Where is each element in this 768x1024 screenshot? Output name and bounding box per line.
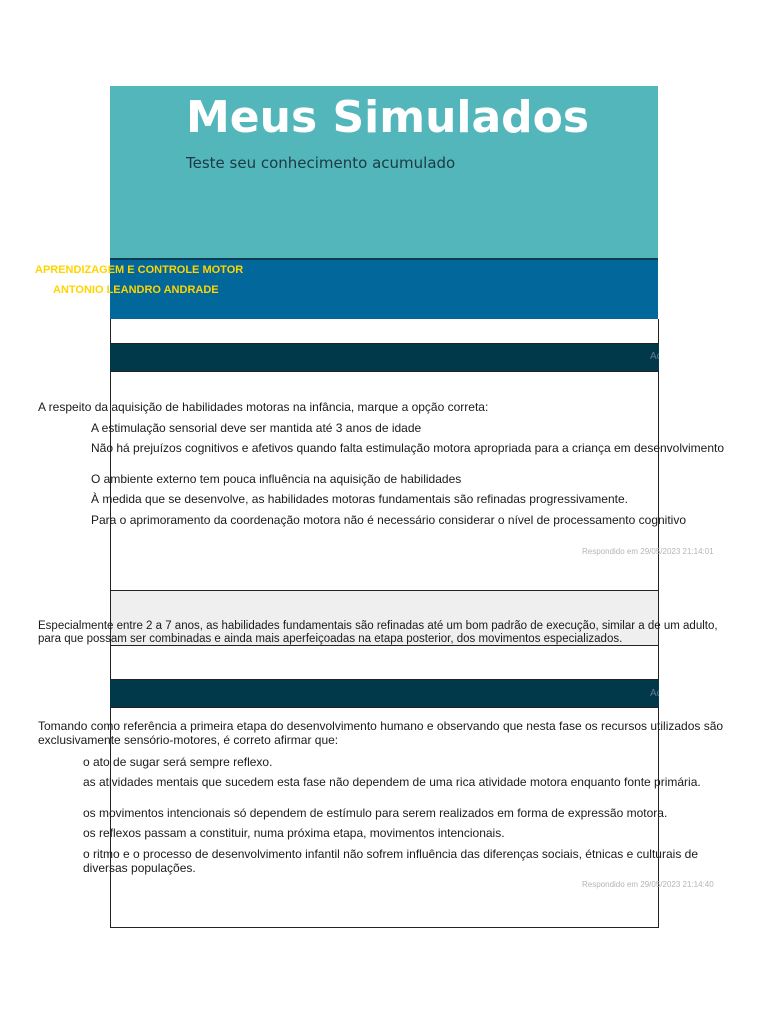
question-2-answered-time: Respondido em 29/05/2023 21:14:40 bbox=[582, 880, 714, 889]
question-2-header bbox=[110, 680, 659, 707]
question-2-option-d[interactable]: os reflexos passam a constituir, numa próxima etapa, movimentos intencionais. bbox=[83, 826, 505, 840]
question-2-prompt: Tomando como referência a primeira etapa do desenvolvimento humano e observando que nesta fase os recursos utilizados são exclusivamente sensório-motores, é correto afirmar que: bbox=[38, 719, 724, 747]
question-2-option-b[interactable]: as atividades mentais que sucedem esta fase não dependem de uma rica atividade motora enquanto fonte primária. bbox=[83, 775, 701, 789]
page-subtitle: Teste seu conhecimento acumulado bbox=[186, 154, 456, 172]
question-2-option-a[interactable]: o ato de sugar será sempre reflexo. bbox=[83, 755, 273, 769]
question-1-option-d[interactable]: À medida que se desenvolve, as habilidades motoras fundamentais são refinadas progressivamente. bbox=[91, 492, 628, 506]
question-1-explanation: Especialmente entre 2 a 7 anos, as habilidades fundamentais são refinadas até um bom padrão de execução, similar a de um adulto, para que possam ser combinadas e ainda mais aperfeiçoadas na etapa posterior, dos movimentos especializados. bbox=[38, 620, 718, 645]
question-1-option-e[interactable]: Para o aprimoramento da coordenação motora não é necessário considerar o nível de processamento cognitivo bbox=[91, 513, 687, 527]
question-1-option-b[interactable]: Não há prejuízos cognitivos e afetivos quando falta estimulação motora apropriada para a criança em desenvolvimento bbox=[91, 441, 725, 455]
question-1-status: Acerto bbox=[650, 351, 679, 362]
question-1-header bbox=[110, 344, 659, 371]
spacer-bar bbox=[110, 319, 659, 344]
question-2-option-c[interactable]: os movimentos intencionais só dependem de estímulo para serem realizados em forma de expressão motora. bbox=[83, 806, 668, 820]
student-name: ANTONIO LEANDRO ANDRADE bbox=[53, 284, 219, 296]
spacer-box bbox=[110, 645, 659, 680]
question-2-option-e[interactable]: o ritmo e o processo de desenvolvimento infantil não sofrem influência das diferenças sociais, étnicas e culturais de diversas populações. bbox=[83, 847, 698, 875]
question-1-prompt: A respeito da aquisição de habilidades motoras na infância, marque a opção correta: bbox=[38, 400, 489, 414]
question-1-option-a[interactable]: A estimulação sensorial deve ser mantida até 3 anos de idade bbox=[91, 421, 422, 435]
question-1-option-c[interactable]: O ambiente externo tem pouca influência na aquisição de habilidades bbox=[91, 472, 462, 486]
page-title: Meus Simulados bbox=[186, 92, 590, 143]
course-name: APRENDIZAGEM E CONTROLE MOTOR bbox=[35, 264, 244, 276]
question-1-answered-time: Respondido em 29/05/2023 21:14:01 bbox=[582, 547, 714, 556]
question-2-status: Acerto bbox=[650, 688, 679, 699]
